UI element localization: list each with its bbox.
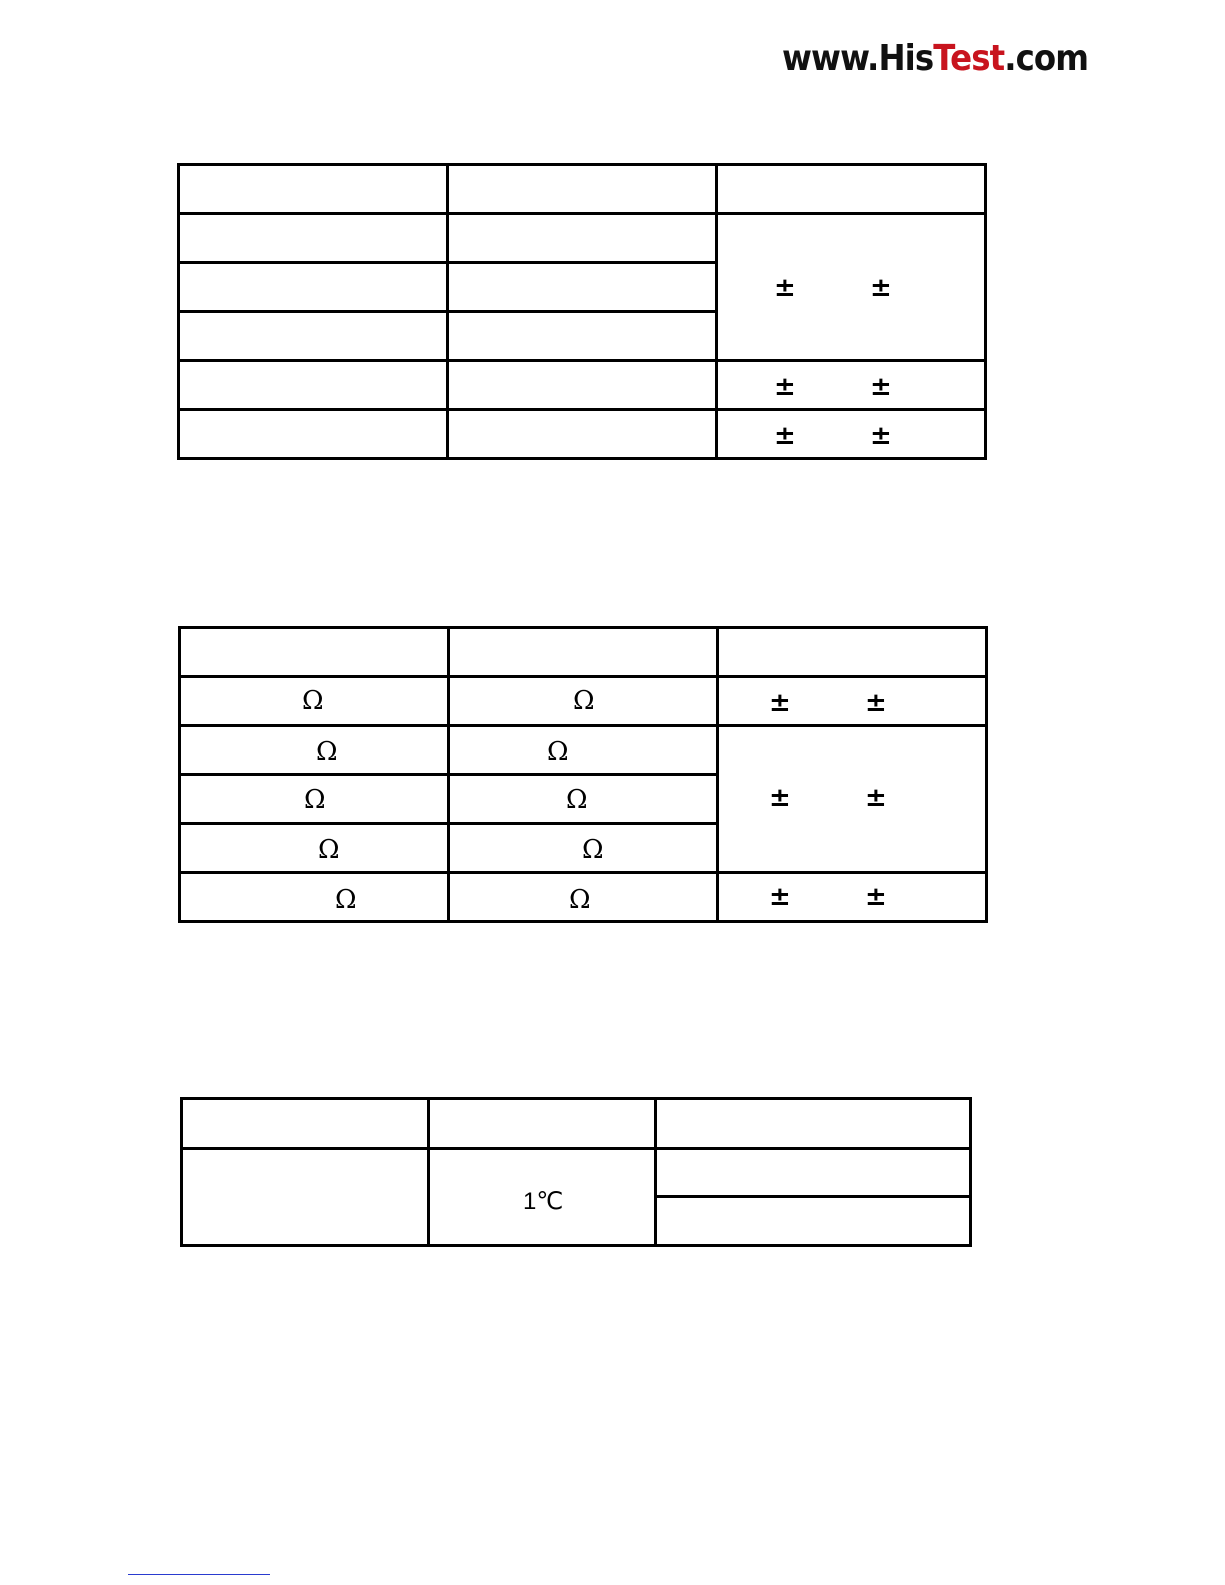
table-row — [179, 361, 986, 410]
accuracy-cell — [717, 410, 986, 459]
ohm-symbol: Ω — [547, 737, 569, 767]
ohm-symbol: Ω — [569, 885, 591, 915]
spec-table-1 — [177, 163, 987, 460]
accuracy-cell — [718, 677, 987, 726]
ohm-symbol: Ω — [302, 686, 324, 716]
plus-minus-sign: ± — [769, 882, 791, 912]
plus-minus-sign: ± — [774, 372, 796, 402]
logo-www: www. — [782, 38, 879, 79]
table-row — [179, 214, 986, 263]
table-row — [180, 726, 987, 775]
plus-minus-sign: ± — [774, 273, 796, 303]
ohm-symbol: Ω — [573, 686, 595, 716]
ohm-symbol: Ω — [582, 835, 604, 865]
accuracy-cell-merged — [717, 214, 986, 361]
plus-minus-sign: ± — [774, 421, 796, 451]
logo-com: .com — [1004, 38, 1089, 79]
logo-his: His — [878, 38, 934, 79]
table-row — [179, 165, 986, 214]
accuracy-cell-merged — [718, 726, 987, 873]
logo-test: Test — [933, 38, 1005, 79]
table-row — [179, 410, 986, 459]
plus-minus-sign: ± — [865, 783, 887, 813]
footer-rule — [128, 1574, 270, 1575]
ohm-symbol: Ω — [316, 737, 338, 767]
table-row — [182, 1149, 971, 1197]
spec-table-2 — [178, 626, 988, 923]
ohm-symbol: Ω — [335, 885, 357, 915]
resolution-cell — [429, 1149, 656, 1246]
table-row — [180, 628, 987, 677]
table-row — [180, 873, 987, 922]
ohm-symbol: Ω — [304, 785, 326, 815]
plus-minus-sign: ± — [769, 783, 791, 813]
plus-minus-sign: ± — [870, 372, 892, 402]
spec-table-3 — [180, 1097, 972, 1247]
accuracy-cell — [717, 361, 986, 410]
table-row — [180, 677, 987, 726]
plus-minus-sign: ± — [865, 882, 887, 912]
plus-minus-sign: ± — [870, 273, 892, 303]
histest-logo — [782, 34, 1089, 84]
accuracy-cell — [718, 873, 987, 922]
plus-minus-sign: ± — [865, 688, 887, 718]
ohm-symbol: Ω — [566, 785, 588, 815]
plus-minus-sign: ± — [769, 688, 791, 718]
table-row — [182, 1099, 971, 1149]
ohm-symbol: Ω — [318, 835, 340, 865]
temperature-value: 1℃ — [523, 1188, 564, 1215]
plus-minus-sign: ± — [870, 421, 892, 451]
